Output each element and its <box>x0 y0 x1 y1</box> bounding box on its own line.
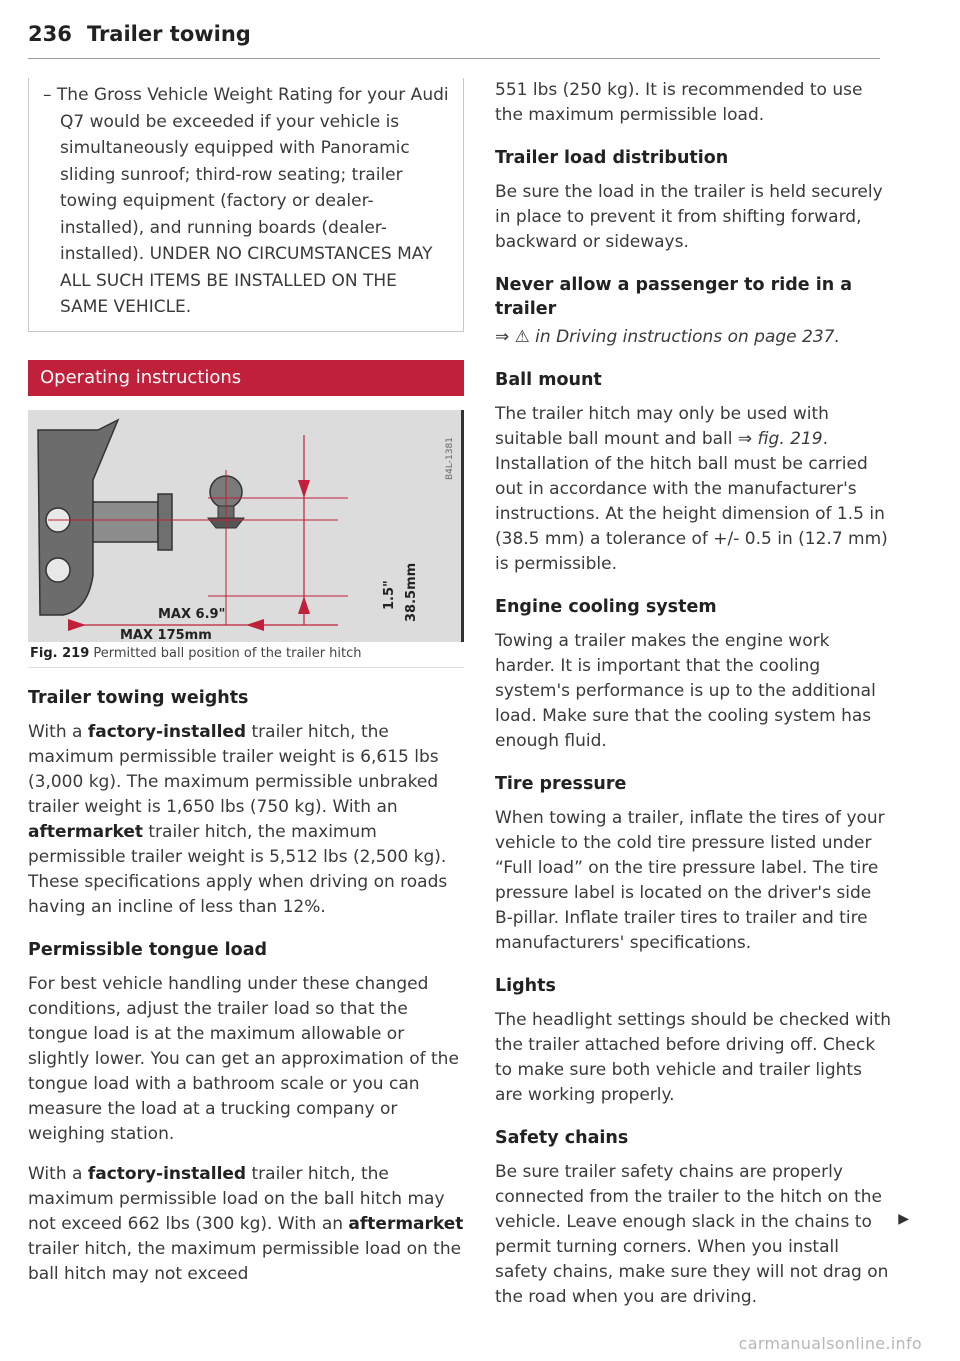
continue-arrow-icon: ▶ <box>898 1211 909 1227</box>
passenger-reference-link[interactable]: ⇒ ⚠ in Driving instructions on page 237. <box>495 327 840 347</box>
heading-load-distribution: Trailer load distribution <box>495 148 729 168</box>
heading-safety-chains: Safety chains <box>495 1128 629 1148</box>
warning-text: – The Gross Vehicle Weight Rating for your Audi Q7 would be exceeded if your vehicle is simultaneously equipped with Panoramic sliding sunroof; third-row seating; trailer towing equipment (factory or dealer-installed), and running boards (dealer-installed). UNDER NO CIRCUMSTANCES MAY ALL SUCH ITEMS BE INSTALLED ON THE SAME VEHICLE. <box>43 85 449 317</box>
heading-tongue-load: Permissible tongue load <box>28 939 268 960</box>
length-arrow-right <box>246 619 264 631</box>
page-number: 236 <box>28 22 72 46</box>
caption-text: Permitted ball position of the trailer hitch <box>93 645 362 661</box>
drawbar-end <box>158 494 172 550</box>
paragraph-lights: The headlight settings should be checked with the trailer attached before driving off. Check to make sure both vehicle and trailer lights are working properly. <box>495 1010 892 1105</box>
paragraph-ball-hitch-load: With a factory-installed trailer hitch, the maximum permissible load on the ball hitch may not exceed 662 lbs (300 kg). With an aftermarket trailer hitch, the maximum permissible load on the ball hitch may not exceed <box>28 1163 464 1284</box>
caption-label: Fig. 219 <box>30 645 90 661</box>
paragraph-tongue-load: For best vehicle handling under these changed conditions, adjust the trailer load so that the tongue load is at the maximum allowable or slightly lower. You can get an approximation of the tongue load with a bathroom scale or you can measure the load at a trucking company or weighing station. <box>28 973 459 1144</box>
figure-caption <box>28 642 464 668</box>
figure-reference-link[interactable]: ⇒ fig. 219 <box>737 429 823 449</box>
left-column <box>28 78 464 1302</box>
height-arrow-top <box>298 480 310 498</box>
heading-engine-cooling: Engine cooling system <box>495 597 717 617</box>
hitch-diagram <box>28 410 461 642</box>
trailer-hitch-figure <box>28 410 464 642</box>
max-mm-label: MAX 175mm <box>120 627 212 642</box>
heading-lights: Lights <box>495 976 556 996</box>
page-header <box>28 22 880 59</box>
hole-lower <box>46 558 70 582</box>
paragraph-tire-pressure: When towing a trailer, inflate the tires of your vehicle to the cold tire pressure listed under “Full load” on the tire pressure label. The tire pressure label is located on the driver's side B-pillar. Inflate trailer tires to trailer and tire manufacturers' specifications. <box>495 808 885 953</box>
site-watermark: carmanualsonline.info <box>738 1334 922 1353</box>
paragraph-load-distribution: Be sure the load in the trailer is held securely in place to prevent it from shifting forward, backward or sideways. <box>495 182 883 252</box>
height-mm-label: 38.5mm <box>404 562 419 622</box>
right-column <box>495 78 909 1307</box>
operating-instructions-heading: Operating instructions <box>28 360 464 396</box>
drawbar <box>93 502 158 542</box>
length-arrow-left <box>68 619 86 631</box>
figure-code: B4L-1381 <box>445 436 455 480</box>
paragraph-towing-weights: With a factory-installed trailer hitch, the maximum permissible trailer weight is 6,615 lbs (3,000 kg). The maximum permissible unbraked trailer weight is 1,650 lbs (750 kg). With an aftermarket trailer hitch, the maximum permissible trailer weight is 5,512 lbs (2,500 kg). These specifications apply when driving on roads having an incline of less than 12%. <box>28 721 448 917</box>
heading-towing-weights: Trailer towing weights <box>28 687 249 708</box>
paragraph-ball-mount: The trailer hitch may only be used with suitable ball mount and ball ⇒ fig. 219. Installation of the hitch ball must be carried out in accordance with the manufacturer's instructions. At the height dimension of 1.5 in (38.5 mm) a tolerance of +/- 0.5 in (12.7 mm) is permissible. <box>495 404 888 574</box>
heading-ball-mount: Ball mount <box>495 370 602 390</box>
section-title: Trailer towing <box>86 22 251 46</box>
height-in-label: 1.5" <box>382 579 397 610</box>
warning-box <box>28 78 464 332</box>
paragraph-engine-cooling: Towing a trailer makes the engine work harder. It is important that the cooling system's performance is up to the additional load. Make sure that the cooling system has enough fluid. <box>495 631 876 751</box>
heading-tire-pressure: Tire pressure <box>495 774 627 794</box>
height-arrow-bottom <box>298 596 310 614</box>
paragraph-continued: 551 lbs (250 kg). It is recommended to use the maximum permissible load. <box>495 80 863 125</box>
max-in-label: MAX 6.9" <box>158 606 226 622</box>
heading-no-passenger: Never allow a passenger to ride in a trailer <box>495 275 853 319</box>
paragraph-safety-chains: Be sure trailer safety chains are properly connected from the trailer to the hitch on the vehicle. Leave enough slack in the chains to permit turning corners. When you install safety chains, make sure they will not drag on the road when you are driving. <box>495 1162 889 1307</box>
